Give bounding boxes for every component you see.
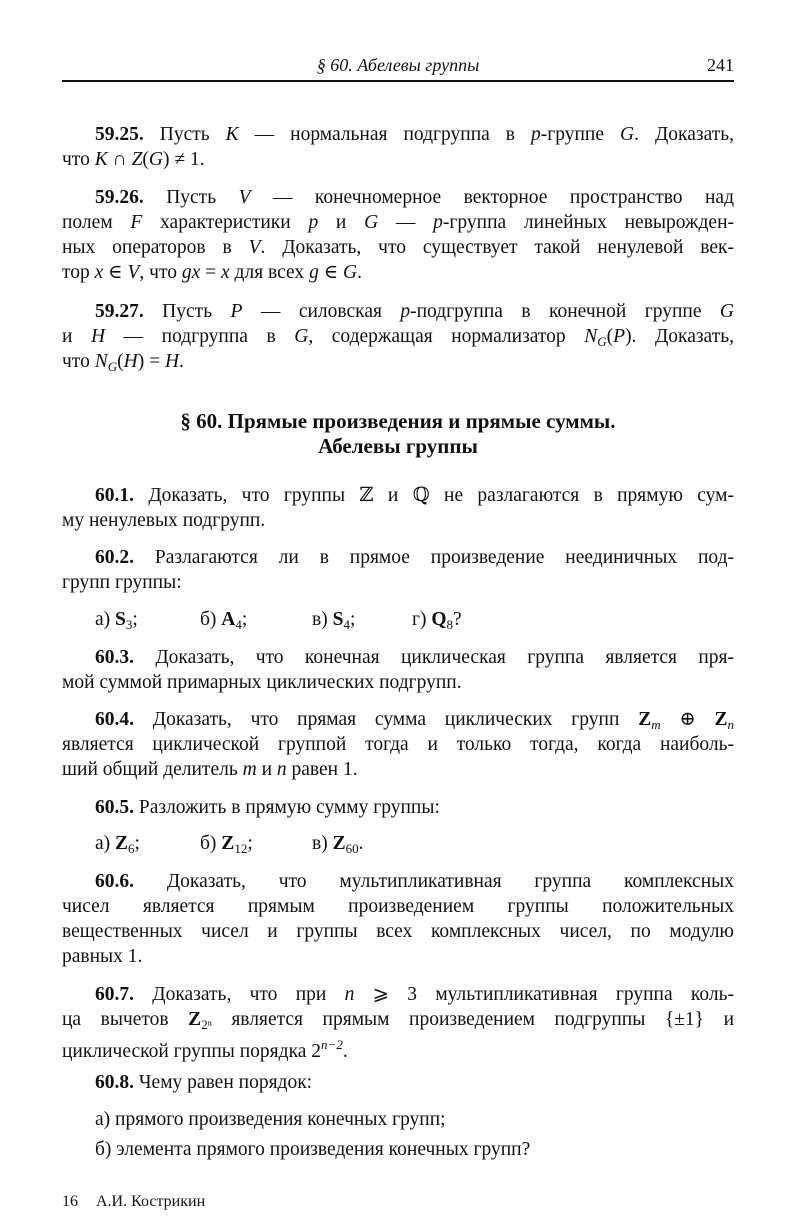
text-run: ( (117, 351, 124, 372)
text-run: б) (200, 833, 222, 854)
text-run: ) = (137, 351, 165, 372)
problem (62, 869, 734, 969)
text-line (62, 299, 734, 324)
text-line (62, 122, 734, 147)
text-run: ( (606, 326, 614, 347)
text-run: Чему равен порядок: (134, 1072, 313, 1093)
math-symbol: G (719, 301, 734, 322)
problem-number: 60.7. (95, 984, 134, 1005)
text-run: ∩ (107, 149, 132, 170)
math-symbol: x (94, 262, 104, 283)
page-footer (62, 1193, 205, 1211)
option-item (200, 831, 253, 861)
text-run: в) (312, 833, 333, 854)
text-run: равных 1. (62, 946, 143, 967)
math-symbol: N (94, 351, 108, 372)
math-symbol: 60 (345, 841, 359, 856)
math-symbol: x (221, 262, 230, 283)
text-line (62, 324, 734, 349)
math-symbol: Q (431, 609, 447, 630)
text-run: ных операторов в (62, 237, 249, 258)
text-run: ший общий делитель (62, 759, 243, 780)
text-run: . (342, 1041, 348, 1062)
text-run: Доказать, что группы ℤ и ℚ не разлагаются в прямую сум- (134, 485, 734, 506)
text-run: и (256, 759, 277, 780)
text-run: ; (349, 609, 356, 630)
text-run: Доказать, что прямая сумма циклических групп (134, 709, 639, 730)
text-run: равен 1. (286, 759, 358, 780)
math-symbol: p (308, 212, 319, 233)
problem-number: 60.2. (95, 547, 134, 568)
problem (62, 545, 734, 595)
math-symbol: G (294, 326, 309, 347)
text-run: ∈ (318, 262, 343, 283)
text-line (62, 508, 734, 533)
option-item (412, 607, 462, 637)
problem (62, 707, 734, 782)
text-run: — силовская (242, 301, 401, 322)
text-run: мой суммой примарных циклических подгрупп. (62, 672, 462, 693)
text-run: чисел является прямым произведением группы положительных (62, 896, 734, 917)
text-run: , содержащая нормализатор (308, 326, 585, 347)
math-symbol: G (107, 359, 118, 374)
text-run: для всех (229, 262, 310, 283)
math-symbol: m (651, 717, 661, 732)
header-rule (62, 80, 734, 82)
math-symbol: n−2 (321, 1037, 343, 1052)
text-run: ; (241, 609, 248, 630)
text-run: Доказать, что конечная циклическая группа является пря- (134, 647, 734, 668)
option-item (312, 607, 355, 637)
text-line (62, 210, 734, 235)
math-symbol: Z (332, 833, 346, 854)
math-symbol: N (584, 326, 598, 347)
text-run: Разлагаются ли в прямое произведение неединичных под- (134, 547, 734, 568)
math-symbol: p (531, 124, 541, 145)
text-run: и (62, 326, 91, 347)
problem (62, 299, 734, 374)
math-symbol: Z (115, 833, 129, 854)
problem-number: 59.26. (95, 187, 144, 208)
text-run: ; (134, 833, 140, 854)
page-number: 241 (707, 55, 734, 75)
math-symbol: P (613, 326, 626, 347)
text-line (62, 944, 734, 969)
math-symbol: K (94, 149, 108, 170)
problem-number: 60.8. (95, 1072, 134, 1093)
text-line (62, 645, 734, 670)
text-run: ). Доказать, (625, 326, 734, 347)
text-line (62, 147, 734, 172)
text-line (62, 1137, 734, 1162)
text-run: ца вычетов (62, 1009, 189, 1030)
text-run: Доказать, что мультипликативная группа комплексных (134, 871, 734, 892)
text-run: , что (139, 262, 182, 283)
math-symbol: gx (181, 262, 201, 283)
text-line (62, 570, 734, 595)
text-line (62, 1032, 734, 1062)
text-run: а) (95, 833, 116, 854)
text-run: -группе (540, 124, 621, 145)
text-line (62, 185, 734, 210)
text-line (62, 483, 734, 508)
option-item (312, 831, 363, 861)
math-symbol: H (90, 326, 106, 347)
text-run: . (358, 833, 364, 854)
math-symbol: A (221, 609, 236, 630)
math-symbol: 3 (125, 617, 133, 632)
math-symbol: Z (188, 1009, 202, 1030)
math-symbol: V (127, 262, 140, 283)
math-symbol: G (148, 149, 164, 170)
text-line (62, 757, 734, 782)
text-line (62, 707, 734, 732)
text-run: г) (412, 609, 432, 630)
text-run: а) (95, 609, 116, 630)
text-line (62, 919, 734, 944)
math-symbol: p (433, 212, 443, 233)
text-line (62, 732, 734, 757)
text-run: = (200, 262, 222, 283)
math-symbol: G (597, 334, 607, 349)
problem-number: 60.5. (95, 797, 134, 818)
option-item (200, 607, 247, 637)
text-run: му ненулевых подгрупп. (62, 510, 266, 531)
math-symbol: 6 (128, 841, 135, 856)
math-symbol: p (400, 301, 411, 322)
math-symbol: H (123, 351, 138, 372)
problem-number: 60.1. (95, 485, 134, 506)
section-heading-line-1: § 60. Прямые произведения и прямые суммы. (180, 409, 616, 433)
math-symbol: S (115, 609, 126, 630)
text-run: является циклической группой тогда и только тогда, когда наиболь- (62, 734, 734, 755)
text-line (62, 670, 734, 695)
text-line (62, 1107, 734, 1132)
text-run: . Доказать, (634, 124, 735, 145)
text-run: — подгруппа в (105, 326, 295, 347)
text-run: — конечномерное векторное пространство над (250, 187, 735, 208)
text-run: б) (200, 609, 222, 630)
text-run: полем (62, 212, 131, 233)
math-symbol: 8 (446, 617, 454, 632)
text-run: и (318, 212, 365, 233)
text-run: Разложить в прямую сумму группы: (134, 797, 440, 818)
text-run: ( (142, 149, 149, 170)
problem (62, 122, 734, 172)
math-symbol: 4 (235, 617, 242, 632)
text-run: — (378, 212, 434, 233)
problem-number: 60.3. (95, 647, 134, 668)
section-heading-line-2: Абелевы группы (318, 434, 478, 458)
text-run: . Доказать, что существует такой ненулевой век- (260, 237, 734, 258)
text-run: ? (453, 609, 462, 630)
problem-subitem (62, 1137, 734, 1162)
text-run: тор (62, 262, 95, 283)
problem (62, 645, 734, 695)
text-run: циклической группы порядка 2 (62, 1041, 322, 1062)
math-symbol: V (248, 237, 261, 258)
options-row (62, 607, 734, 632)
text-run: б) элемента прямого произведения конечных групп? (95, 1139, 531, 1160)
text-run: ⩾ 3 мультипликативная группа коль- (354, 984, 734, 1005)
text-line (62, 982, 734, 1007)
text-line (62, 349, 734, 374)
text-run: -подгруппа в конечной группе (410, 301, 720, 322)
footer-page-number: 16 (62, 1193, 78, 1210)
text-run: ; (247, 833, 253, 854)
math-symbol: 2ⁿ (201, 1017, 212, 1032)
text-run: а) прямого произведения конечных групп; (95, 1109, 446, 1130)
math-symbol: H (164, 351, 180, 372)
problem (62, 185, 734, 285)
math-symbol: 4 (343, 617, 350, 632)
problem-number: 60.6. (95, 871, 134, 892)
math-symbol: n (276, 759, 287, 780)
problem-number: 59.27. (95, 301, 144, 322)
text-run: характеристики (142, 212, 309, 233)
math-symbol: m (242, 759, 257, 780)
text-run: является прямым произведением подгруппы {±1} и (211, 1009, 734, 1030)
math-symbol: G (343, 262, 358, 283)
problem (62, 483, 734, 533)
math-symbol: F (130, 212, 143, 233)
text-run: Пусть (143, 187, 239, 208)
text-line (62, 545, 734, 570)
text-line (62, 894, 734, 919)
text-run: . (357, 262, 362, 283)
footer-author: А.И. Кострикин (96, 1193, 206, 1210)
problem (62, 1070, 734, 1095)
math-symbol: n (344, 984, 355, 1005)
text-run: ⊕ (660, 709, 715, 730)
text-run: Пусть (143, 124, 226, 145)
text-run: групп группы: (62, 572, 182, 593)
math-symbol: 12 (234, 841, 248, 856)
math-symbol: S (332, 609, 344, 630)
text-line (62, 1007, 734, 1032)
math-symbol: n (727, 717, 734, 732)
math-symbol: V (238, 187, 251, 208)
text-run: вещественных чисел и группы всех комплексных чисел, по модулю (62, 921, 734, 942)
math-symbol: Z (638, 709, 652, 730)
math-symbol: Z (221, 833, 235, 854)
math-symbol: G (620, 124, 635, 145)
problem-subitem (62, 1107, 734, 1132)
math-symbol: K (225, 124, 239, 145)
text-run: Пусть (143, 301, 231, 322)
option-item (95, 831, 140, 861)
text-line (62, 1070, 734, 1095)
text-line (62, 869, 734, 894)
math-symbol: G (364, 212, 379, 233)
text-line (62, 235, 734, 260)
running-header-title: § 60. Абелевы группы (316, 55, 480, 75)
option-item (95, 607, 138, 637)
text-line (62, 260, 734, 285)
text-run: Доказать, что при (134, 984, 345, 1005)
problem-number: 60.4. (95, 709, 134, 730)
options-row (62, 831, 734, 856)
math-symbol: Z (714, 709, 728, 730)
text-line (62, 795, 734, 820)
text-run: ) ≠ 1. (163, 149, 205, 170)
text-run: -группа линейных невырожден- (442, 212, 735, 233)
text-run: — нормальная подгруппа в (238, 124, 531, 145)
text-run: . (179, 351, 184, 372)
text-run: ∈ (103, 262, 128, 283)
text-run: что (62, 149, 95, 170)
math-symbol: P (230, 301, 243, 322)
text-run: в) (312, 609, 333, 630)
text-run: ; (132, 609, 138, 630)
problem-number: 59.25. (95, 124, 144, 145)
problem (62, 982, 734, 1062)
text-run: что (62, 351, 95, 372)
problem (62, 795, 734, 820)
math-symbol: g (309, 262, 319, 283)
math-symbol: Z (131, 149, 143, 170)
